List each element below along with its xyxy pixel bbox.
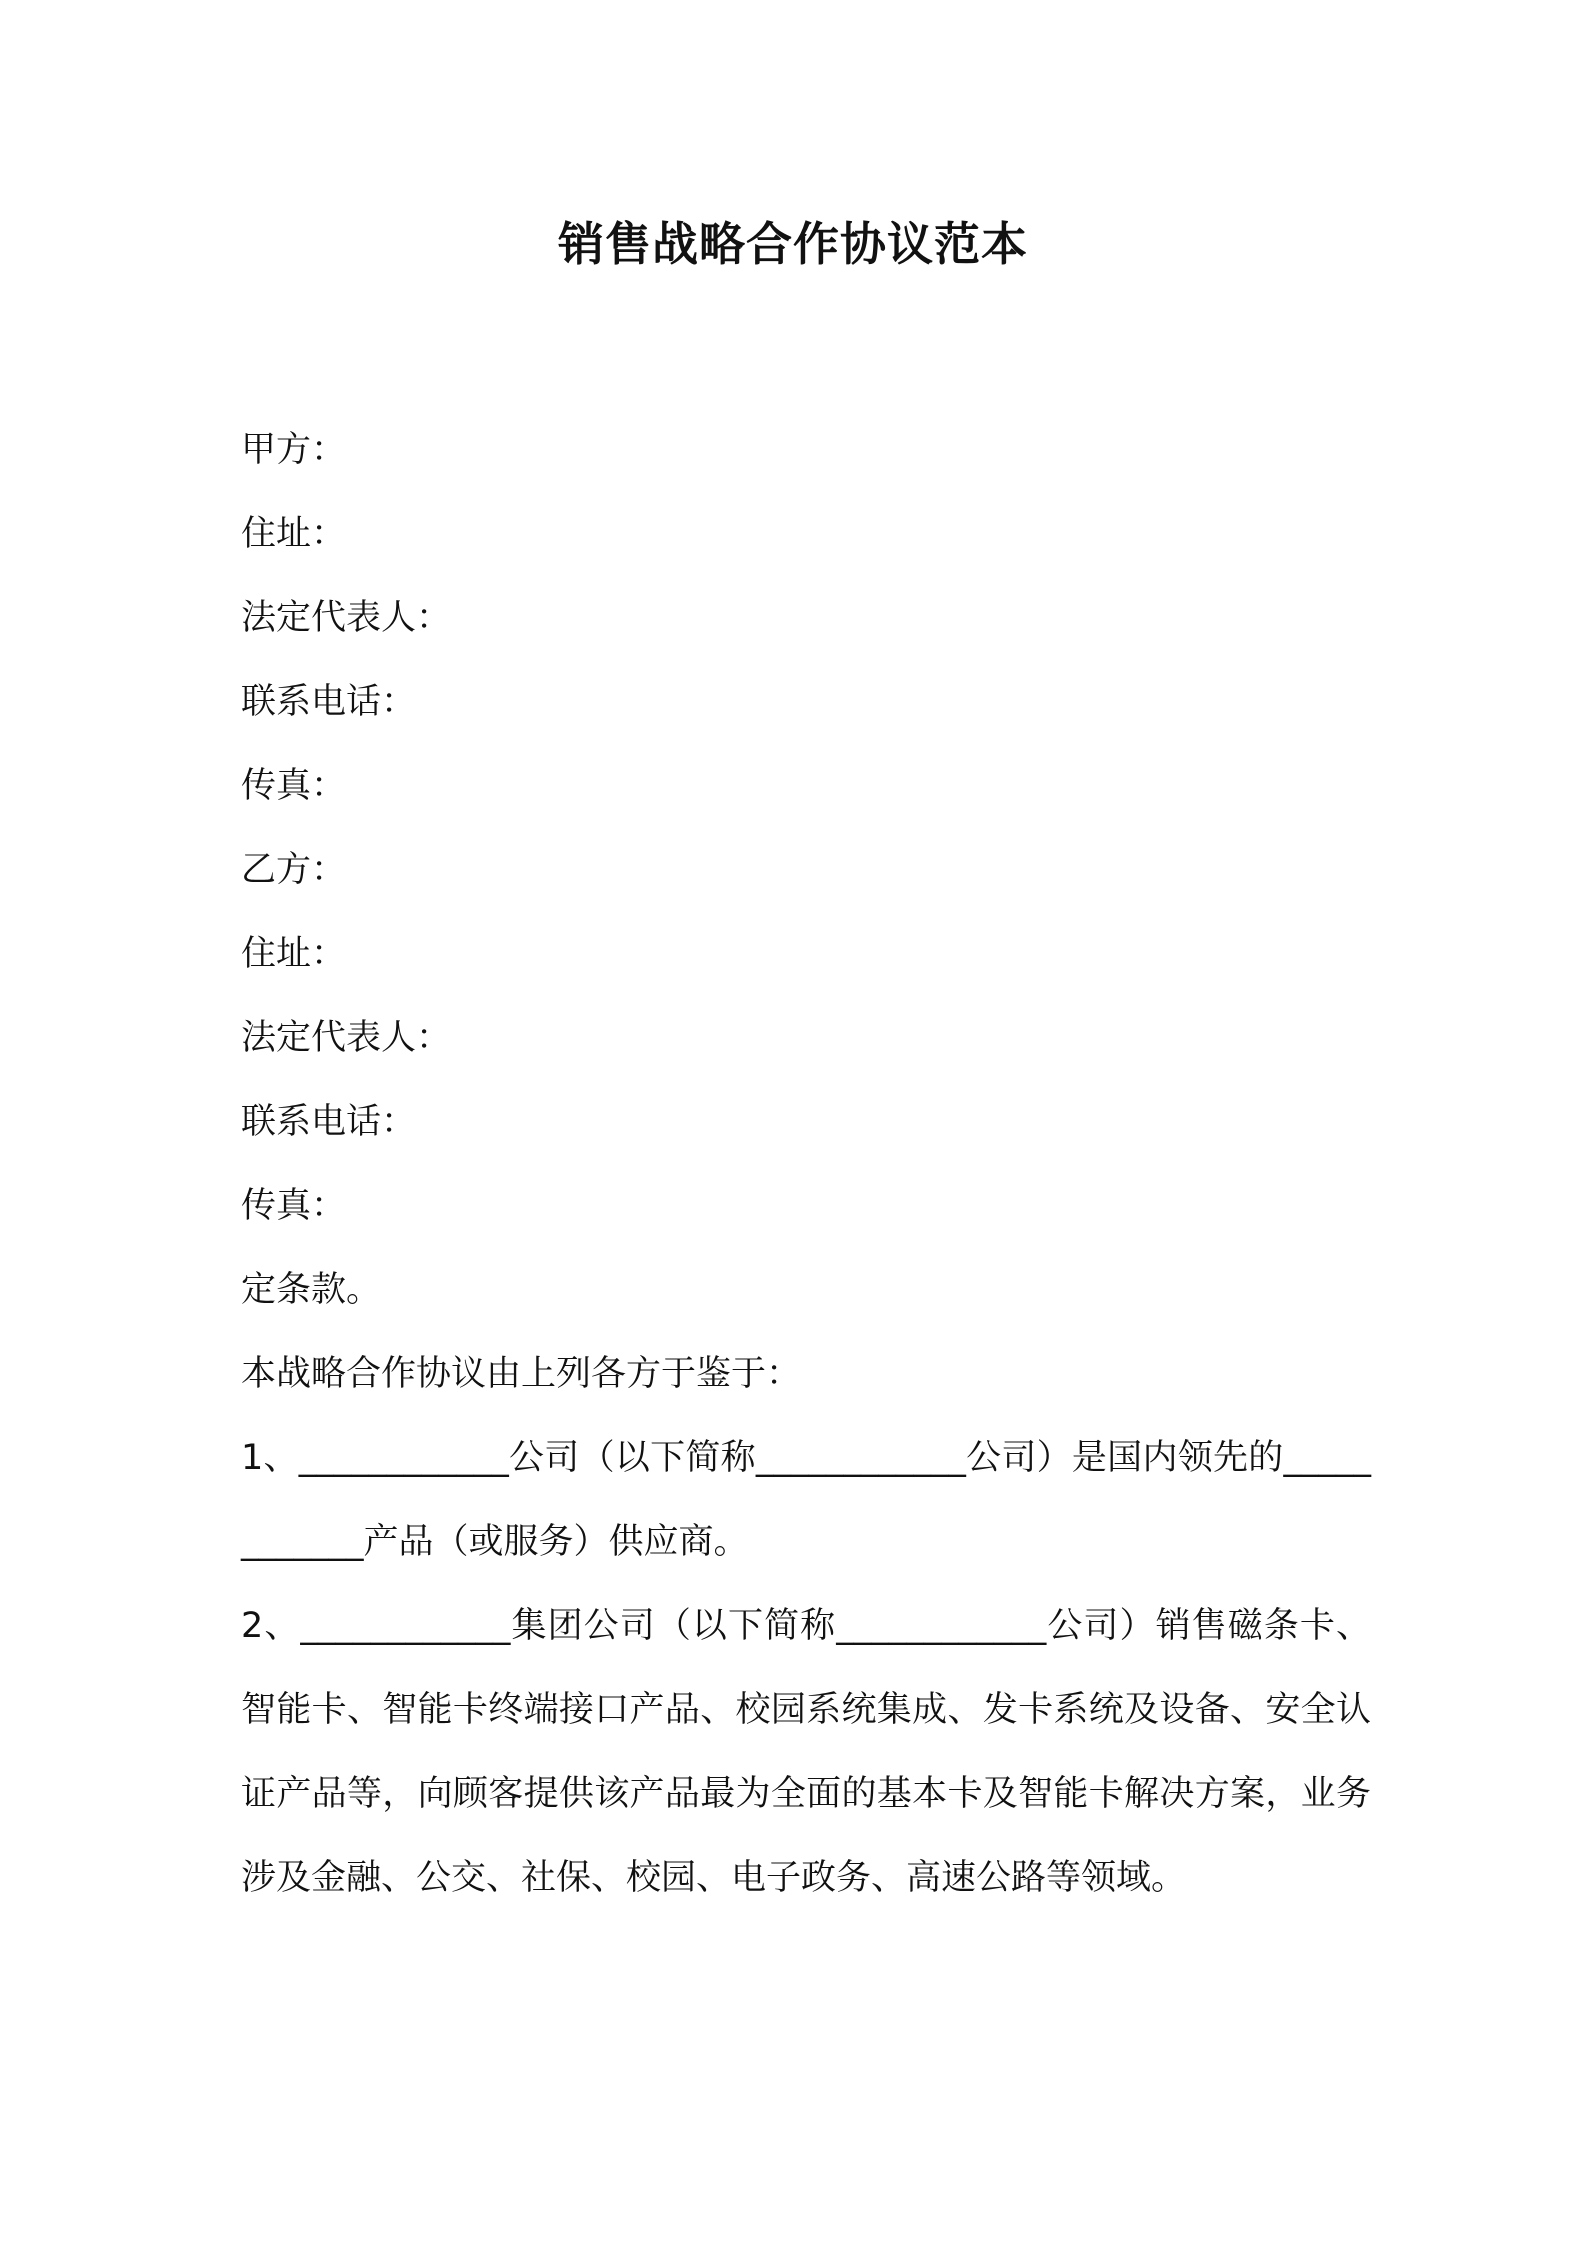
party-a-legal-rep: 法定代表人： <box>241 598 452 638</box>
item-1-paragraph: 1、____________公司（以下简称____________公司）是国内领先的____________产品（或服务）供应商。 <box>241 1438 1371 1562</box>
party-b-phone: 联系电话： <box>241 1102 417 1142</box>
item-2-paragraph: 2、____________集团公司（以下简称____________公司）销售磁条卡、智能卡、智能卡终端接口产品、校园系统集成、发卡系统及设备、安全认证产品等，向顾客提供该产品最为全面的基本卡及智能卡解决方案，业务涉及金融、公交、社保、校园、电子政务、高速公路等领域。 <box>241 1606 1371 1898</box>
preamble: 本战略合作协议由上列各方于鉴于： <box>241 1354 802 1394</box>
party-a-label: 甲方： <box>241 430 347 470</box>
party-b-label: 乙方： <box>241 850 347 890</box>
party-b-address: 住址： <box>241 934 347 974</box>
document-body <box>241 408 1371 1920</box>
clause-note: 定条款。 <box>241 1270 382 1310</box>
document-title: 销售战略合作协议范本 <box>558 217 1028 271</box>
party-b-fax: 传真： <box>241 1186 347 1226</box>
party-a-fax: 传真： <box>241 766 347 806</box>
party-a-address: 住址： <box>241 514 347 554</box>
party-b-legal-rep: 法定代表人： <box>241 1018 452 1058</box>
party-a-phone: 联系电话： <box>241 682 417 722</box>
